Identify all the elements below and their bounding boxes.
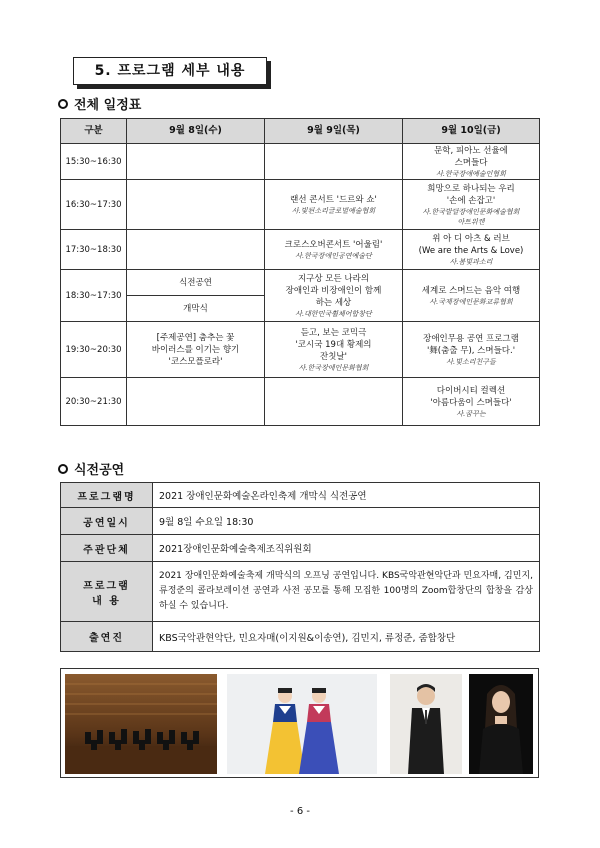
event-title: '아름다움이 스며들다' [430,397,512,408]
event-title: (We are the Arts & Love) [418,245,524,256]
empty-cell [127,144,265,180]
event-title: [주제공연] 춤추는 꽃 [156,332,235,343]
event-title: 장애인무용 공연 프로그램 [423,333,519,344]
event-cell [403,144,540,180]
time-cell: 20:30~21:30 [61,378,127,426]
event-organizer: 아트위캔 [457,217,485,226]
event-organizer: 사.대한민국휠체어합창단 [295,309,372,318]
opening-heading-text: 식전공연 [74,463,125,478]
event-cell: 식전공연 [127,270,265,296]
performers-value: KBS국악관현악단, 민요자매(이지원&이송연), 김민지, 류정준, 줌합창단 [153,622,540,652]
event-cell [403,378,540,426]
time-cell: 18:30~17:30 [61,270,127,322]
content-label-line: 내 용 [92,595,121,607]
photo-strip [60,668,539,778]
host-value: 2021장애인문화예술축제조직위원회 [153,535,540,562]
table-row [61,508,540,535]
circle-bullet-icon [58,99,68,109]
event-cell [265,230,403,270]
program-value: 2021 장애인문화예술온라인축제 개막식 식전공연 [153,483,540,508]
empty-cell [265,378,403,426]
event-title: 다이버시티 컬렉션 [436,385,506,396]
header-sep8: 9월 8일(수) [127,119,265,144]
empty-cell [127,378,265,426]
female-performer-graphic [469,674,533,774]
table-row [61,322,540,378]
event-organizer: 사.봄빛과소리 [449,257,493,266]
content-value: 2021 장애인문화예술축제 개막식의 오프닝 공연입니다. KBS국악관현악단과 민요자매, 김민지, 류정준의 콜라보레이션 공연과 사전 공모를 통해 모집한 100명의 Zoom합창단의 합창을 감상하실 수 있습니다. [153,562,540,622]
event-cell [265,180,403,230]
event-title: '손에 손잡고' [446,195,496,206]
event-title: 스며들다 [454,157,488,168]
table-row [61,622,540,652]
event-cell [403,230,540,270]
time-cell: 17:30~18:30 [61,230,127,270]
event-title: 장애인과 비장애인이 함께 [285,285,382,296]
date-value: 9월 8일 수요일 18:30 [153,508,540,535]
host-label: 주관단체 [61,535,153,562]
event-cell: 개막식 [127,296,265,322]
event-title: 세계로 스며드는 음악 여행 [421,285,521,296]
orchestra-photo-graphic [65,674,217,774]
event-organizer: 사.한국발달장애인문화예술협회 [422,207,520,216]
empty-cell [127,230,265,270]
table-row [61,562,540,622]
program-label: 프로그램명 [61,483,153,508]
time-cell: 16:30~17:30 [61,180,127,230]
header-sep10: 9월 10일(금) [403,119,540,144]
table-row [61,230,540,270]
event-organizer: 사.한국장애인문화협회 [298,363,369,372]
schedule-heading-text: 전체 일정표 [74,98,142,113]
event-organizer: 사.한국장애인공연예술단 [295,251,372,260]
singers-photo-graphic [227,674,377,774]
event-title: 위 아 디 아츠 & 러브 [432,233,510,244]
time-cell: 15:30~16:30 [61,144,127,180]
content-label-line: 프로그램 [83,580,130,592]
event-title: 바이러스를 이기는 향기 [151,344,240,355]
event-title: 문학, 피아노 선율에 [434,145,508,156]
header-sep9: 9월 9일(목) [265,119,403,144]
table-row [61,535,540,562]
event-cell [403,322,540,378]
opening-heading [58,459,124,478]
male-performer-graphic [390,674,462,774]
event-cell [265,270,403,322]
performers-label: 출연진 [61,622,153,652]
event-title: 지구상 모든 나라의 [297,273,370,284]
event-title: 랜선 콘서트 '드르와 쇼' [290,194,377,205]
page-number: - 6 - [290,806,310,817]
orchestra-photo [65,674,217,774]
schedule-header-row [61,119,540,144]
circle-bullet-icon [58,464,68,474]
table-row [61,144,540,180]
singers-photo [227,674,377,774]
table-row [61,270,540,296]
event-organizer: 사.꿈꾸는 [456,409,486,418]
event-cell [127,322,265,378]
event-cell [403,180,540,230]
content-label [61,562,153,622]
empty-cell [265,144,403,180]
date-label: 공연일시 [61,508,153,535]
time-cell: 19:30~20:30 [61,322,127,378]
event-title: 듣고, 보는 코믹극 [300,327,367,338]
female-performer-photo [469,674,533,774]
event-title: 하는 세상 [315,297,352,308]
table-row [61,378,540,426]
event-cell [265,322,403,378]
table-row [61,483,540,508]
event-organizer: 사.국제장애인문화교류협회 [429,297,513,306]
event-title: 크로스오버콘서트 '어울림' [284,239,383,250]
empty-cell [127,180,265,230]
event-organizer: 사.빛소리친구들 [446,357,496,366]
table-row [61,180,540,230]
male-performer-photo [390,674,462,774]
event-title: 희망으로 하나되는 우리 [427,183,515,194]
schedule-heading [58,94,141,113]
event-organizer: 사.한국장애예술인협회 [436,169,506,178]
schedule-table [60,118,540,426]
opening-info-table [60,482,540,652]
event-cell [403,270,540,322]
event-title: 잔칫날' [320,351,347,362]
event-title: '코시국 19대 황제의 [295,339,372,350]
event-organizer: 사.빛된소리글로벌예술협회 [291,206,376,215]
event-title: '舞(춤출 무), 스며들다.' [426,345,516,356]
header-category: 구분 [61,119,127,144]
section-title: 5. 프로그램 세부 내용 [73,57,267,85]
event-title: '코스모플로라' [168,356,223,367]
